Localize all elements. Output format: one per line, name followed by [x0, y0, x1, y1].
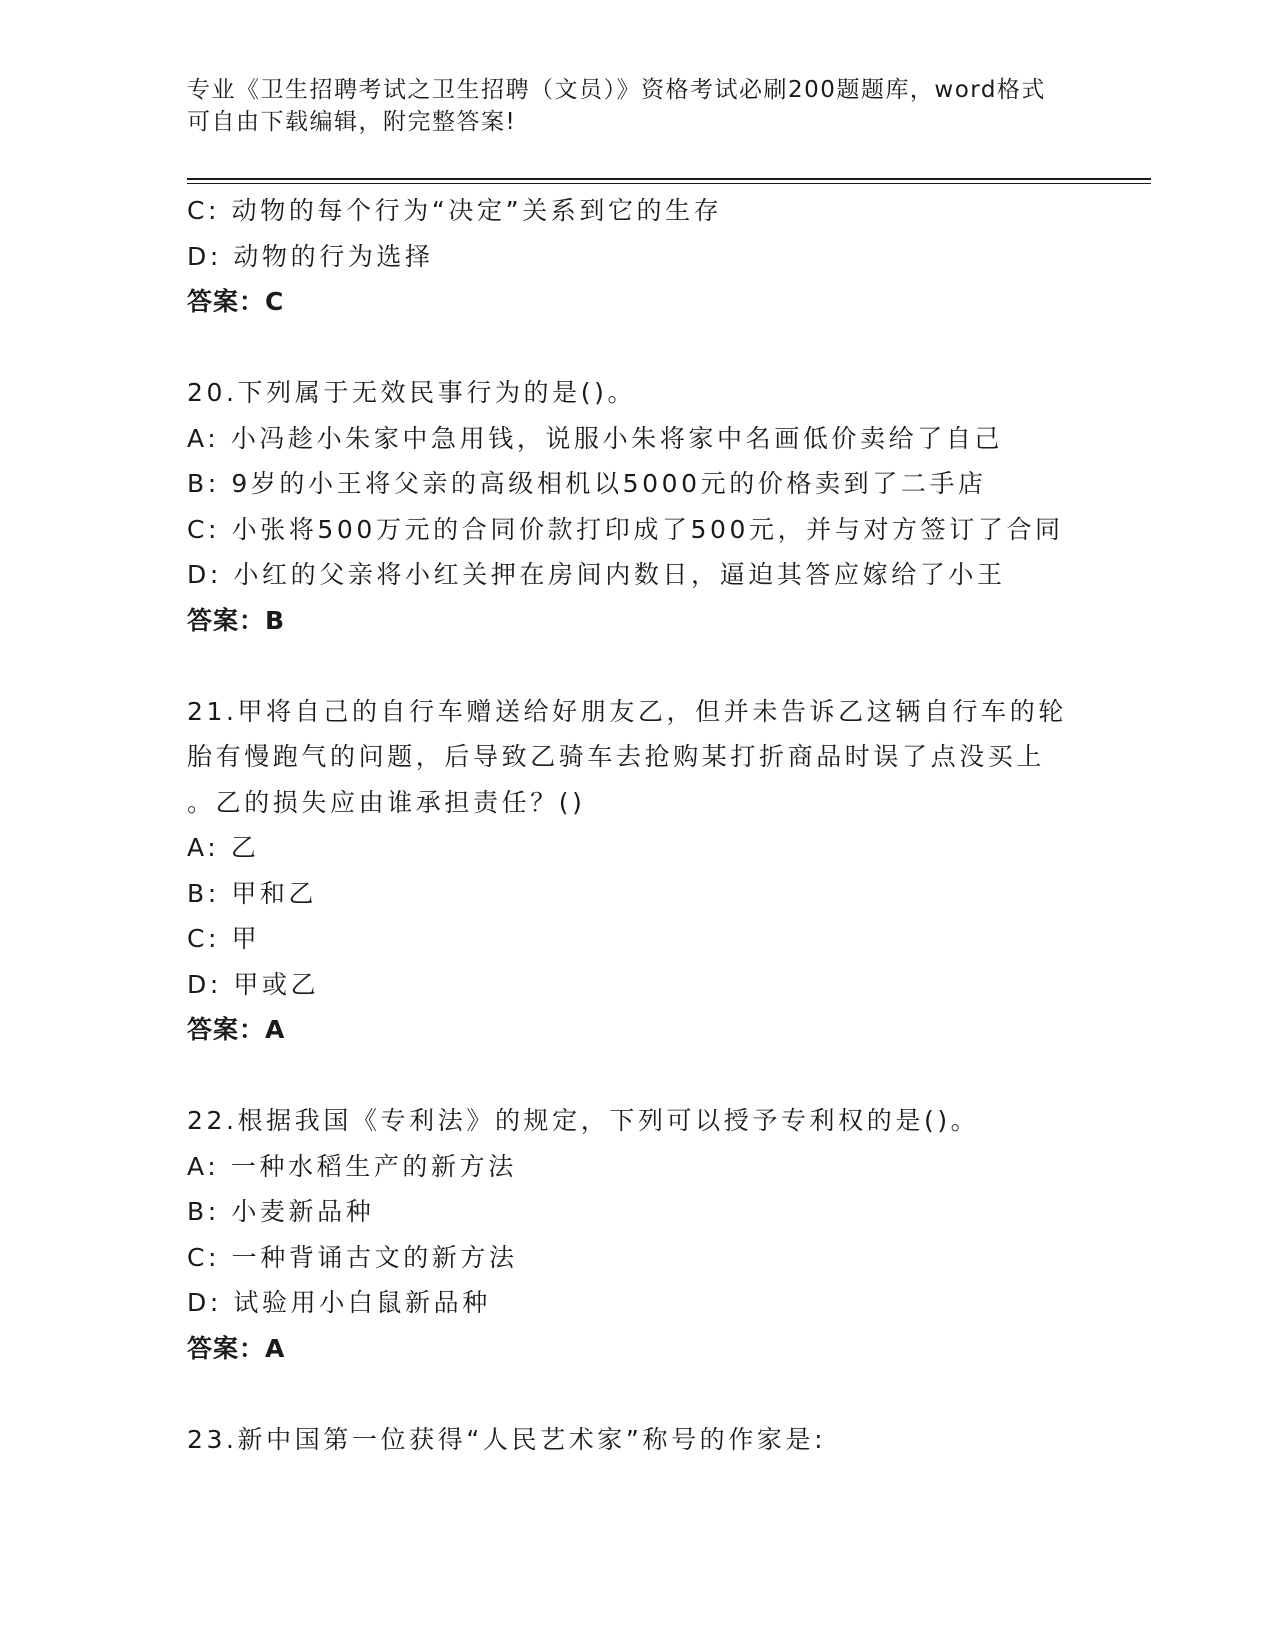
answer-line: 答案：C [187, 287, 285, 316]
option-c: C: 甲 [187, 924, 261, 953]
answer-line: 答案：A [187, 1015, 286, 1044]
document-header [187, 74, 1087, 138]
option-a: A: 小冯趁小朱家中急用钱，说服小朱将家中名画低价卖给了自己 [187, 423, 1004, 453]
question-stem-line-1: 21.甲将自己的自行车赠送给好朋友乙，但并未告诉乙这辆自行车的轮 [187, 696, 1067, 726]
question-stem: 23.新中国第一位获得“人民艺术家”称号的作家是: [187, 1424, 827, 1454]
question-stem-line-2: 胎有慢跑气的问题，后导致乙骑车去抢购某打折商品时误了点没买上 [187, 742, 1046, 771]
header-line-2: 可自由下载编辑，附完整答案! [187, 109, 517, 135]
answer-line: 答案：A [187, 1333, 286, 1363]
option-c: C: 动物的每个行为“决定”关系到它的生存 [187, 196, 723, 225]
question-19-tail [187, 188, 1087, 325]
option-d: D: 动物的行为选择 [187, 241, 434, 271]
question-23 [187, 1417, 1087, 1463]
option-d: D: 甲或乙 [187, 969, 320, 999]
option-a: A: 乙 [187, 833, 260, 862]
header-line-1: 专业《卫生招聘考试之卫生招聘（文员）》资格考试必刷200题题库，word格式 [187, 77, 1046, 103]
question-22 [187, 1098, 1087, 1371]
option-b: B: 9岁的小王将父亲的高级相机以5000元的价格卖到了二手店 [187, 469, 987, 498]
option-c: C: 小张将500万元的合同价款打印成了500元，并与对方签订了合同 [187, 514, 1064, 544]
question-20 [187, 370, 1087, 643]
option-a: A: 一种水稻生产的新方法 [187, 1151, 517, 1181]
option-c: C: 一种背诵古文的新方法 [187, 1242, 518, 1272]
answer-line: 答案：B [187, 605, 286, 635]
question-content [187, 188, 1087, 1462]
option-d: D: 小红的父亲将小红关押在房间内数日，逼迫其答应嫁给了小王 [187, 560, 1006, 589]
option-b: B: 小麦新品种 [187, 1197, 375, 1226]
header-divider-thick [187, 178, 1151, 180]
question-21 [187, 689, 1087, 1053]
question-stem: 22.根据我国《专利法》的规定，下列可以授予专利权的是()。 [187, 1106, 980, 1135]
question-stem-line-3: 。乙的损失应由谁承担责任？() [187, 787, 586, 817]
option-d: D: 试验用小白鼠新品种 [187, 1288, 491, 1317]
option-b: B: 甲和乙 [187, 878, 318, 908]
header-divider-thin [187, 183, 1151, 184]
question-stem: 20.下列属于无效民事行为的是()。 [187, 378, 637, 407]
